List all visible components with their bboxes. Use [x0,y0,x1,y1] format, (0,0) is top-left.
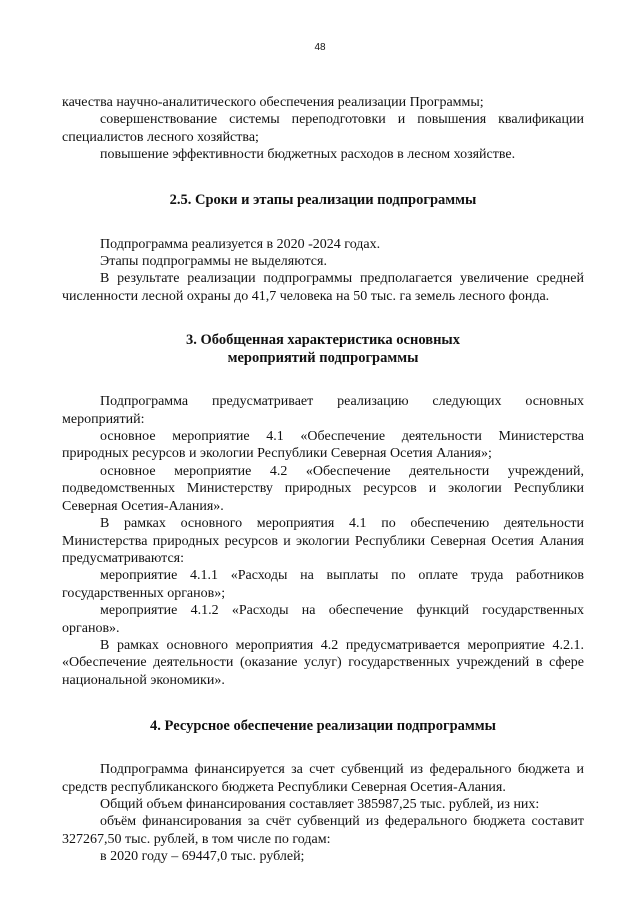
section-4-paragraph: в 2020 году – 69447,0 тыс. рублей; [100,849,305,865]
section-3-paragraph: основное мероприятие 4.2 «Обеспечение деятельности учреждений, подведомственных Министерству природных ресурсов и экологии Республики Северная Осетия-Алания». [62,463,584,514]
document-body [62,94,584,866]
intro-line-1: качества научно-аналитического обеспечения реализации Программы; [62,95,484,110]
section-3-paragraph: Подпрограмма предусматривает реализацию следующих основных мероприятий: [62,394,584,427]
intro-line-2: совершенствование системы переподготовки и повышения квалификации специалистов лесного хозяйства; [62,112,584,145]
section-2-5-paragraph: В результате реализации подпрограммы предполагается увеличение средней численности лесной охраны до 41,7 человека на 50 тыс. га земель лесного фонда. [62,271,584,304]
section-3-paragraph: В рамках основного мероприятия 4.2 предусматривается мероприятие 4.2.1. «Обеспечение деятельности (оказание услуг) государственных учреждений в сфере национальной экономики». [62,637,584,688]
section-3-paragraph: мероприятие 4.1.1 «Расходы на выплаты по оплате труда работников государственных органов»; [62,568,584,601]
section-2-5-heading: 2.5. Сроки и этапы реализации подпрограммы [169,191,477,208]
section-3-heading [62,331,584,367]
section-4-paragraph: объём финансирования за счёт субвенций из федерального бюджета составит 327267,50 тыс. рублей, в том числе по годам: [62,814,584,847]
section-3-heading-line-1: 3. Обобщенная характеристика основных [185,332,460,349]
section-3-heading-line-2: мероприятий подпрограммы [227,350,419,367]
section-3-paragraph: основное мероприятие 4.1 «Обеспечение деятельности Министерства природных ресурсов и экологии Республики Северная Осетия Алания»; [62,429,584,462]
section-4-paragraph: Подпрограмма финансируется за счет субвенций из федерального бюджета и средств республиканского бюджета Республики Северная Осетия-Алания. [62,762,584,795]
section-3-paragraph: В рамках основного мероприятия 4.1 по обеспечению деятельности Министерства природных ресурсов и экологии Республики Северная Осетия Алания предусматриваются: [62,516,584,566]
intro-line-3: повышение эффективности бюджетных расходов в лесном хозяйстве. [100,147,516,163]
page-number: 48 [314,42,326,53]
section-2-5-paragraph: Этапы подпрограммы не выделяются. [100,254,327,270]
section-4-paragraph: Общий объем финансирования составляет 385987,25 тыс. рублей, из них: [100,796,540,812]
section-2-5-paragraph: Подпрограмма реализуется в 2020 -2024 годах. [100,236,381,252]
section-3-paragraph: мероприятие 4.1.2 «Расходы на обеспечение функций государственных органов». [62,603,584,636]
section-4-heading: 4. Ресурсное обеспечение реализации подпрограммы [150,718,496,735]
